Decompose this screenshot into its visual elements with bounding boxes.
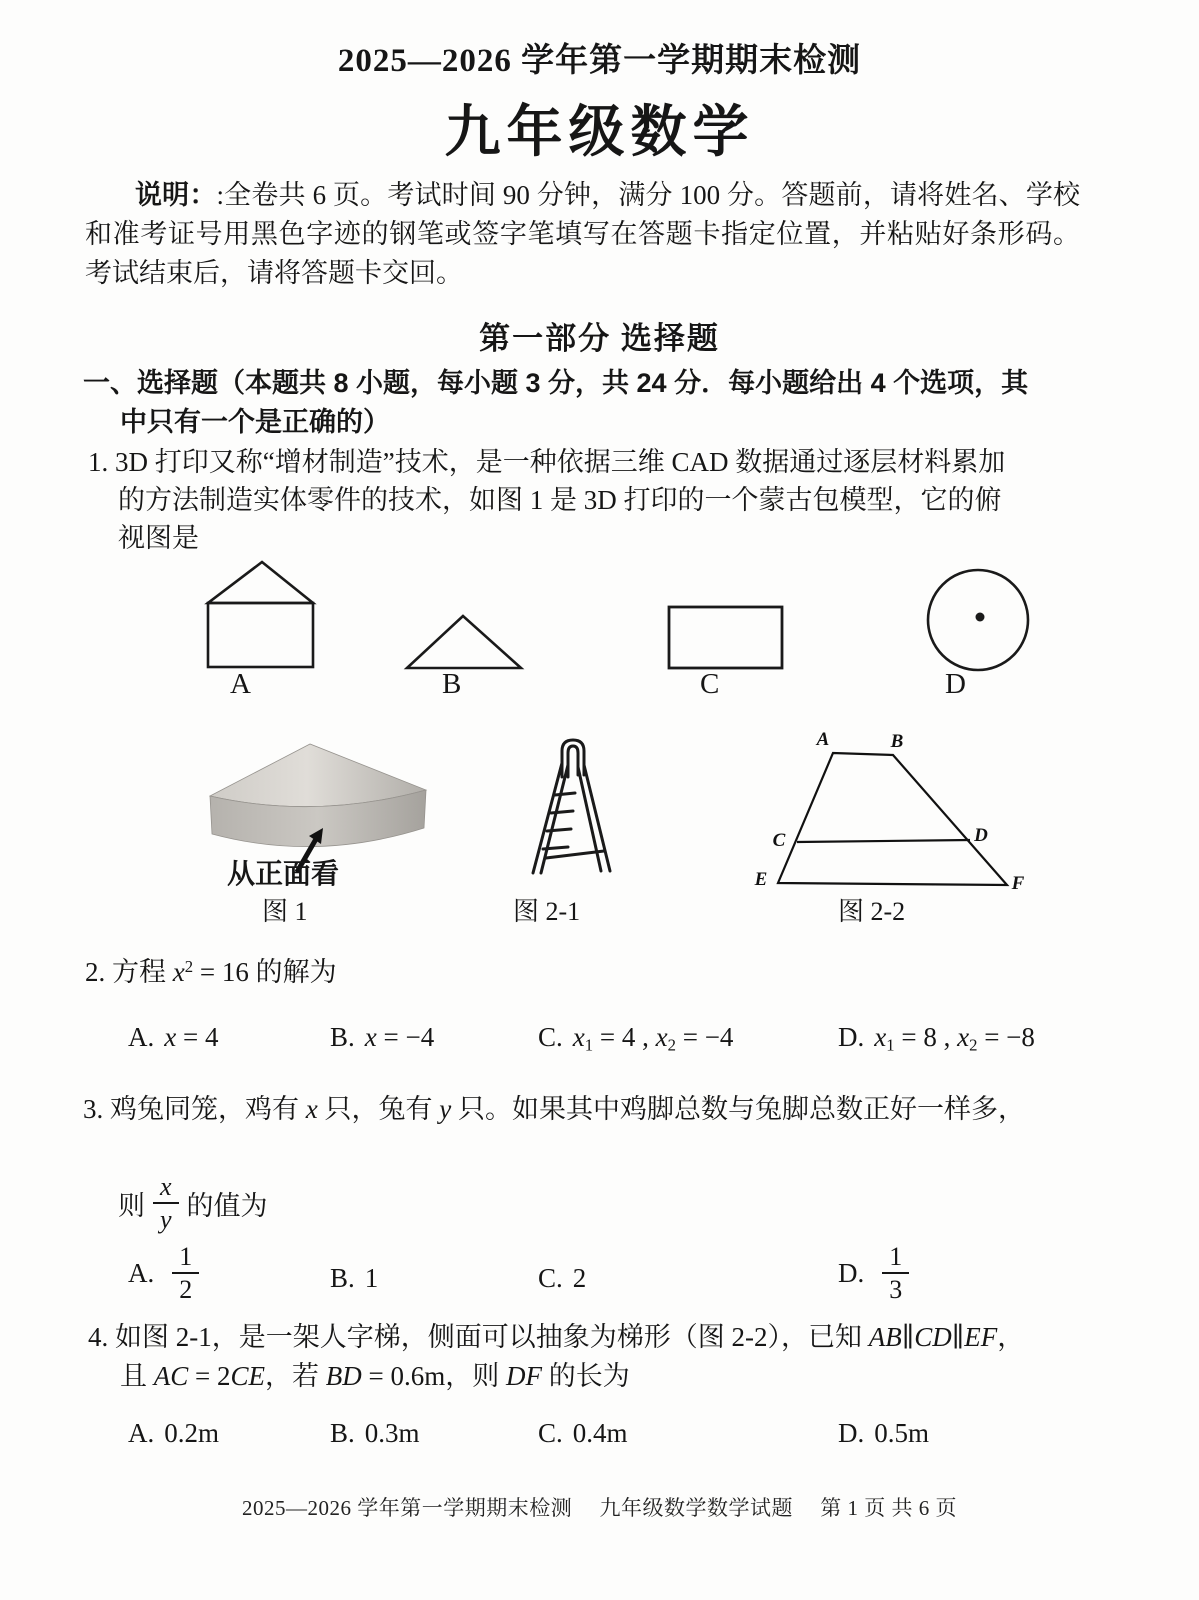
fig1-annotation: 从正面看 <box>227 859 340 890</box>
q3-option-a-fraction: $\frac{1}{2}$ <box>172 1242 199 1304</box>
q2-stem: 2. 方程 $x^2 = 16$ 的解为 <box>85 957 337 988</box>
q2-option-a: A. x = 4 <box>128 1022 219 1052</box>
q3-stem: 3. 鸡兔同笼，鸡有 x 只，兔有 y 只。如果其中鸡脚总数与兔脚总数正好一样多， <box>83 1094 1025 1124</box>
notice-body: :全卷共 6 页。考试时间 90 分钟，满分 100 分。答题前，请将姓名、学校和准考证号用黑色字迹的钢笔或签字笔填写在答题卡指定位置，并粘贴好条形码。考试结束后，请将答题卡交回。 <box>85 180 1080 288</box>
exam-notice <box>85 176 1080 293</box>
vertex-e-label: E <box>754 869 768 890</box>
fig22-caption: 图 2-2 <box>838 897 906 926</box>
vertex-f-label: F <box>1011 873 1025 894</box>
section-intro-line1: 一、选择题（本题共 8 小题，每小题 3 分，共 24 分．每小题给出 4 个选项，其 <box>83 368 1029 398</box>
q1-stem-line1: 1. 3D 打印又称“增材制造”技术，是一种依据三维 CAD 数据通过逐层材料累加 <box>88 447 1006 477</box>
q4-option-b: B. 0.3m <box>330 1418 420 1448</box>
page-footer: 2025—2026 学年第一学期期末检测 九年级数学数学试题 第 1 页 共 6 页 <box>242 1496 957 1520</box>
q1-stem-line2: 的方法制造实体零件的技术，如图 1 是 3D 打印的一个蒙古包模型，它的俯 <box>118 485 1002 515</box>
fig-trapezoid-diagram <box>745 712 1040 897</box>
q4-stem-line1: 4. 如图 2-1，是一架人字梯，侧面可以抽象为梯形（图 2-2），已知 AB∥CD∥EF， <box>88 1322 1025 1352</box>
q3-option-d: D. $\frac{1}{3}$ <box>838 1242 917 1304</box>
exam-subtitle: 九年级数学 <box>444 102 755 164</box>
q3-option-c: C. 2 <box>538 1263 587 1293</box>
q1-stem-line3: 视图是 <box>118 523 199 553</box>
section-heading: 第一部分 选择题 <box>479 321 720 356</box>
shape-option-d-circle <box>922 564 1034 676</box>
q1-option-d-label: D <box>945 668 966 700</box>
q1-option-b-label: B <box>442 668 462 700</box>
q3-fraction-x-over-y: $\frac{x}{y}$ <box>153 1172 179 1234</box>
vertex-d-label: D <box>974 825 988 846</box>
shape-option-b-triangle <box>400 608 528 674</box>
q4-option-a: A. 0.2m <box>128 1418 220 1448</box>
q3-then-clause: 则 $\frac{x}{y}$ 的值为 <box>118 1172 268 1235</box>
vertex-c-label: C <box>772 830 786 851</box>
q3-option-d-fraction: $\frac{1}{3}$ <box>882 1242 909 1304</box>
notice-label: 说明： <box>135 180 217 210</box>
section-intro-line2: 中只有一个是正确的） <box>120 407 390 437</box>
q2-option-d: D. $x_1 = 8$ , $x_2 = -8$ <box>838 1022 1035 1055</box>
fig1-caption: 图 1 <box>262 897 308 926</box>
q3-option-b: B. 1 <box>330 1263 379 1293</box>
fig-ladder-illustration <box>505 733 630 883</box>
exam-title: 2025—2026 学年第一学期期末检测 <box>337 43 862 79</box>
shape-option-c-rectangle <box>664 602 788 674</box>
q1-option-a-label: A <box>230 668 251 700</box>
vertex-b-label: B <box>890 731 904 752</box>
q2-option-b: B. x = −4 <box>330 1022 435 1052</box>
q3-option-a: A. $\frac{1}{2}$ <box>128 1242 207 1304</box>
vertex-a-label: A <box>816 729 830 750</box>
q4-option-c: C. 0.4m <box>538 1418 628 1448</box>
q1-option-c-label: C <box>700 668 720 700</box>
shape-option-a-house <box>200 552 322 674</box>
q4-stem-line2: 且 AC = 2CE，若 BD = 0.6m，则 DF 的长为 <box>120 1361 630 1391</box>
fig21-caption: 图 2-1 <box>513 897 581 926</box>
q4-option-d: D. 0.5m <box>838 1418 930 1448</box>
q2-option-c: C. $x_1 = 4$ , $x_2 = -4$ <box>538 1022 734 1055</box>
